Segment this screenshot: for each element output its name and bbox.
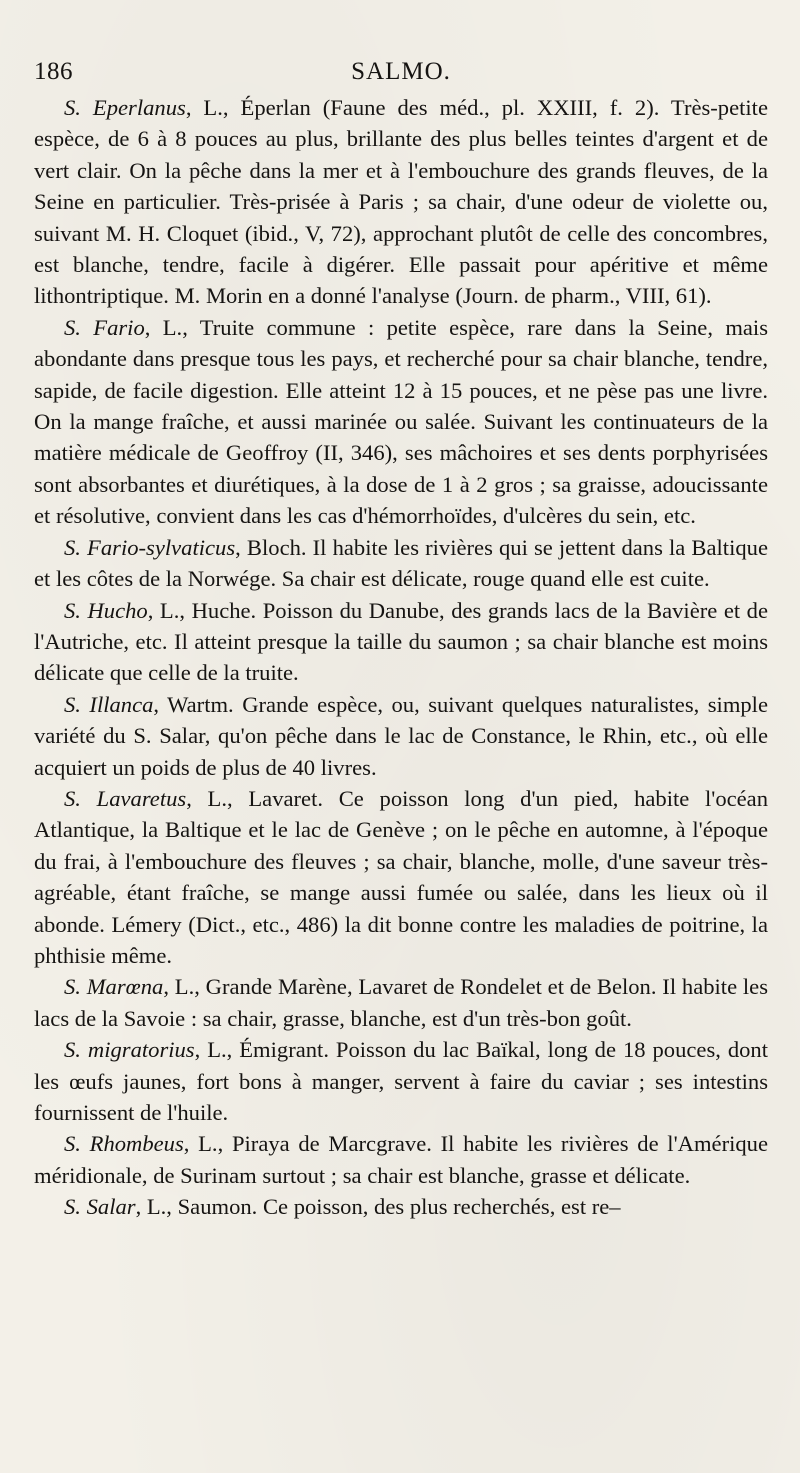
- species-name: S. Lavaretus: [64, 785, 187, 811]
- species-name: S. Eperlanus: [64, 95, 186, 120]
- entry-migratorius: [34, 1034, 768, 1128]
- running-title: SALMO.: [351, 58, 451, 85]
- species-author: , L.,: [147, 597, 192, 623]
- entry-illanca: [34, 689, 768, 783]
- entry-text: Éperlan (Faune des méd., pl. XXIII, f. 2). Très-petite espèce, de 6 à 8 pouces au plus, brillante des plus belles teintes d'argent et de vert clair. On la pêche dans la mer et à l'embouchure des grands fleuves, de la Seine en particulier. Très-prisée à Paris ; sa chair, d'une odeur de violette ou, suivant M. H. Cloquet (ibid., V, 72), approchant plutôt de celle des concombres, est blanche, tendre, facile à digérer. Elle passait pour apéritive et même lithontriptique. M. Morin en a donné l'analyse (Journ. de pharm., VIII, 61).: [34, 95, 768, 309]
- species-author: , L.,: [194, 1037, 240, 1063]
- species-author: , Bloch.: [235, 534, 313, 560]
- species-name: S. Rhombeus: [64, 1131, 184, 1157]
- species-name: S. Fario-sylvaticus: [64, 534, 236, 560]
- species-author: , L.,: [183, 1131, 232, 1157]
- entry-text: Il habite les rivières qui se jettent dans la Baltique et les côtes de la Norwége. Sa chair est délicate, rouge quand elle est cuite.: [34, 534, 768, 592]
- entry-fario-sylvaticus: [34, 532, 768, 595]
- species-author: , L.,: [185, 95, 241, 120]
- entry-text: Truite commune : petite espèce, rare dans la Seine, mais abondante dans presque tous les pays, et recherché pour sa chair blanche, tendre, sapide, de facile digestion. Elle atteint 12 à 15 pouces, et ne pèse pas une livre. On la mange fraîche, et aussi marinée ou salée. Suivant les continuateurs de la matière médicale de Geoffroy (II, 346), ses mâchoires et ses dents porphyrisées sont absorbantes et diurétiques, à la dose de 1 à 2 gros ; sa graisse, adoucissante et résolutive, convient dans les cas d'hémorrhoïdes, d'ulcères du sein, etc.: [34, 314, 768, 529]
- entry-text: Grande espèce, ou, suivant quelques naturalistes, simple variété du S. Salar, qu'on pêche dans le lac de Constance, le Rhin, etc., où elle acquiert un poids de plus de 40 livres.: [34, 691, 768, 780]
- entry-fario: [34, 312, 768, 532]
- species-name: S. Salar: [64, 1194, 136, 1220]
- entry-text: Grande Marène, Lavaret de Rondelet et de Belon. Il habite les lacs de la Savoie : sa chair, grasse, blanche, est d'un très-bon goût.: [34, 974, 769, 1031]
- entry-text: Émigrant. Poisson du lac Baïkal, long de 18 pouces, dont les œufs jaunes, fort bons à manger, servent à faire du caviar ; ses intestins fournissent de l'huile.: [34, 1037, 768, 1125]
- entry-eperlanus: [34, 92, 768, 312]
- entry-text: Lavaret. Ce poisson long d'un pied, habite l'océan Atlantique, la Baltique et le lac de Genève ; on le pêche en automne, à l'époque du frai, à l'embouchure des fleuves ; sa chair, blanche, molle, d'une saveur très-agréable, étant fraîche, se mange aussi fumée ou salée, dans les lieux où il abonde. Lémery (Dict., etc., 486) la dit bonne contre les maladies de poitrine, la phthisie même.: [34, 785, 769, 968]
- species-author: , L.,: [186, 785, 249, 811]
- entry-text: Saumon. Ce poisson, des plus recherchés, est re–: [177, 1194, 621, 1220]
- entry-lavaretus: [34, 783, 768, 971]
- species-author: , L.,: [135, 1194, 178, 1220]
- species-name: S. Hucho: [64, 597, 148, 623]
- species-author: , L.,: [163, 974, 206, 1000]
- entry-text: Piraya de Marcgrave. Il habite les rivières de l'Amérique méridionale, de Surinam surtout ; sa chair est blanche, grasse et délicate.: [34, 1131, 768, 1188]
- body-text: [34, 92, 768, 1223]
- entry-text: Huche. Poisson du Danube, des grands lacs de la Bavière et de l'Autriche, etc. Il atteint presque la taille du saumon ; sa chair blanche est moins délicate que celle de la truite.: [34, 597, 768, 686]
- species-author: , Wartm.: [153, 691, 243, 717]
- species-name: S. Fario: [64, 314, 145, 340]
- species-name: S. Illanca: [64, 691, 154, 717]
- book-page: [34, 52, 768, 1223]
- entry-maraena: [34, 971, 768, 1034]
- page-header: [34, 52, 768, 92]
- species-name: S. migratorius: [64, 1037, 195, 1063]
- page-number: 186: [34, 58, 73, 85]
- entry-hucho: [34, 595, 768, 689]
- entry-rhombeus: [34, 1128, 768, 1191]
- species-author: , L.,: [144, 314, 200, 340]
- species-name: S. Marœna: [64, 974, 164, 1000]
- entry-salar: [34, 1191, 768, 1222]
